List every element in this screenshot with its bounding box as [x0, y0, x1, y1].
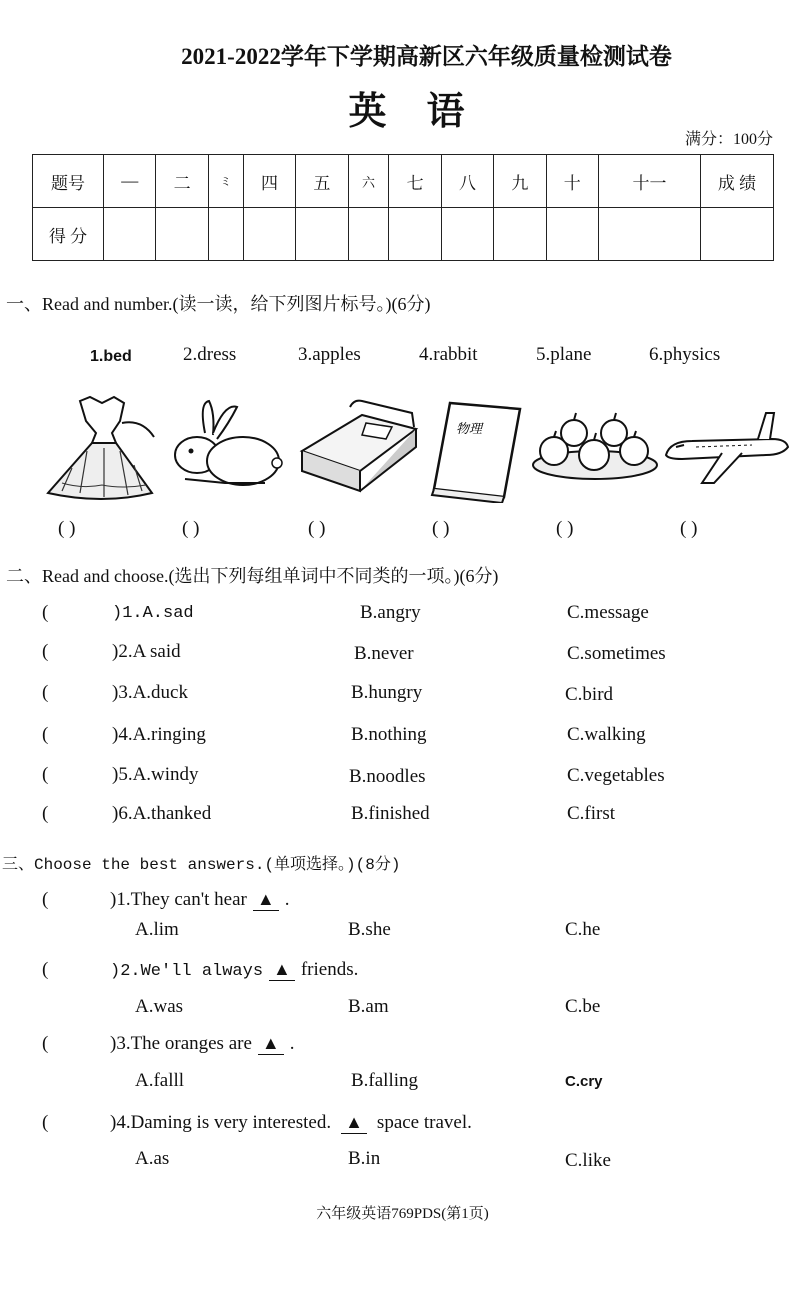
question-item: )6.A.thanked	[112, 803, 212, 824]
question-text: )1.They can't hear	[110, 889, 247, 910]
answer-paren[interactable]: ( )	[680, 518, 698, 539]
exam-title: 2021-2022学年下学期高新区六年级质量检测试卷	[181, 44, 672, 69]
option-a: A.lim	[135, 919, 179, 940]
question-item	[110, 1112, 472, 1134]
answer-paren[interactable]: ( )	[308, 518, 326, 539]
option-b: B.never	[354, 643, 414, 664]
book-title-text: 物理	[456, 422, 483, 437]
question-text: )4.Daming is very interested.	[110, 1112, 332, 1133]
word-item: 6.physics	[649, 344, 721, 365]
answer-open-paren[interactable]: (	[42, 682, 49, 703]
score-table-header-row	[33, 155, 774, 208]
answer-open-paren[interactable]: (	[42, 959, 49, 980]
question-item	[110, 959, 358, 981]
answer-open-paren[interactable]: (	[42, 764, 49, 785]
option-a: A.as	[135, 1148, 170, 1169]
word-item: 4.rabbit	[419, 344, 478, 365]
answer-open-paren[interactable]: (	[42, 724, 49, 745]
score-table-score-row	[33, 208, 774, 261]
option-c: C.like	[565, 1150, 611, 1171]
question-item: )1.A.sad	[112, 604, 194, 623]
question-item	[110, 1033, 294, 1055]
option-a: A.was	[135, 996, 184, 1017]
answer-paren[interactable]: ( )	[58, 518, 76, 539]
question-text-end: .	[284, 889, 290, 910]
option-c: C.walking	[567, 724, 646, 745]
question-text-end: friends.	[300, 959, 359, 980]
score-cell: 八	[441, 155, 493, 208]
score-cell: 成 绩	[701, 155, 774, 208]
option-c: C.cry	[565, 1073, 603, 1090]
score-blank-cell[interactable]	[296, 208, 348, 261]
answer-open-paren[interactable]: (	[42, 1112, 49, 1133]
score-table	[32, 154, 774, 261]
option-b: B.angry	[360, 602, 421, 623]
score-blank-cell[interactable]	[243, 208, 295, 261]
section1-heading: 一、Read and number.(读一读，给下列图片标号。)(6分)	[6, 294, 431, 314]
answer-paren[interactable]: ( )	[556, 518, 574, 539]
option-c: C.vegetables	[567, 765, 665, 786]
option-b: B.in	[348, 1148, 381, 1169]
full-marks: 满分：100分	[684, 131, 773, 148]
option-c: C.message	[567, 602, 649, 623]
option-b: B.hungry	[351, 682, 423, 703]
option-b: B.falling	[351, 1070, 419, 1091]
dress-picture	[42, 393, 162, 508]
rabbit-picture	[165, 393, 285, 493]
blank-triangle-icon[interactable]: ▲	[269, 959, 295, 981]
score-blank-cell[interactable]	[208, 208, 243, 261]
apples-picture	[530, 393, 660, 493]
score-cell: —	[104, 155, 156, 208]
answer-open-paren[interactable]: (	[42, 1033, 49, 1054]
score-blank-cell[interactable]	[156, 208, 208, 261]
score-cell: 六	[348, 155, 389, 208]
question-text-end: .	[289, 1033, 295, 1054]
score-cell: 十一	[599, 155, 701, 208]
score-row-label: 得 分	[33, 208, 104, 261]
word-item: 3.apples	[298, 344, 361, 365]
option-c: C.be	[565, 996, 601, 1017]
option-b: B.noodles	[349, 766, 426, 787]
blank-triangle-icon[interactable]: ▲	[258, 1033, 284, 1055]
score-cell: ミ	[208, 155, 243, 208]
page-footer: 六年级英语769PDS(第1页)	[316, 1206, 489, 1222]
answer-open-paren[interactable]: (	[42, 602, 49, 623]
subject-title: 英语	[348, 91, 505, 133]
word-item: 5.plane	[536, 344, 592, 365]
score-cell: 题号	[33, 155, 104, 208]
question-item	[110, 889, 289, 911]
bed-picture	[292, 393, 422, 493]
word-item: 1.bed	[90, 348, 132, 365]
question-item: )2.A said	[112, 641, 181, 662]
option-c: C.first	[567, 803, 616, 824]
option-c: C.bird	[565, 684, 614, 705]
option-c: C.he	[565, 919, 601, 940]
question-text: )3.The oranges are	[110, 1033, 252, 1054]
score-blank-cell[interactable]	[104, 208, 156, 261]
answer-paren[interactable]: ( )	[432, 518, 450, 539]
score-blank-cell[interactable]	[546, 208, 598, 261]
option-b: B.nothing	[351, 724, 427, 745]
score-cell: 二	[156, 155, 208, 208]
question-item: )3.A.duck	[112, 682, 188, 703]
question-text: )2.We'll always	[110, 962, 264, 981]
answer-open-paren[interactable]: (	[42, 641, 49, 662]
answer-open-paren[interactable]: (	[42, 889, 49, 910]
section2-heading: 二、Read and choose.(选出下列每组单词中不同类的一项。)(6分)	[6, 566, 499, 586]
score-blank-cell[interactable]	[441, 208, 493, 261]
option-b: B.am	[348, 996, 389, 1017]
blank-triangle-icon[interactable]: ▲	[341, 1112, 367, 1134]
blank-triangle-icon[interactable]: ▲	[253, 889, 279, 911]
score-blank-cell[interactable]	[348, 208, 389, 261]
question-item: )5.A.windy	[112, 764, 199, 785]
answer-paren[interactable]: ( )	[182, 518, 200, 539]
option-a: A.falll	[135, 1070, 185, 1091]
score-blank-cell[interactable]	[701, 208, 774, 261]
plane-picture	[662, 393, 792, 493]
score-cell: 五	[296, 155, 348, 208]
question-text-end: space travel.	[376, 1112, 472, 1133]
score-blank-cell[interactable]	[389, 208, 441, 261]
option-b: B.finished	[351, 803, 430, 824]
word-item: 2.dress	[183, 344, 237, 365]
section3-heading: 三、Choose the best answers.(单项选择。)(8分)	[2, 856, 401, 874]
score-blank-cell[interactable]	[494, 208, 546, 261]
score-blank-cell[interactable]	[599, 208, 701, 261]
score-cell: 十	[546, 155, 598, 208]
option-c: C.sometimes	[567, 643, 666, 664]
option-b: B.she	[348, 919, 391, 940]
score-cell: 七	[389, 155, 441, 208]
score-cell: 九	[494, 155, 546, 208]
answer-open-paren[interactable]: (	[42, 803, 49, 824]
question-item: )4.A.ringing	[112, 724, 206, 745]
score-cell: 四	[243, 155, 295, 208]
physics-book-picture	[430, 393, 530, 503]
